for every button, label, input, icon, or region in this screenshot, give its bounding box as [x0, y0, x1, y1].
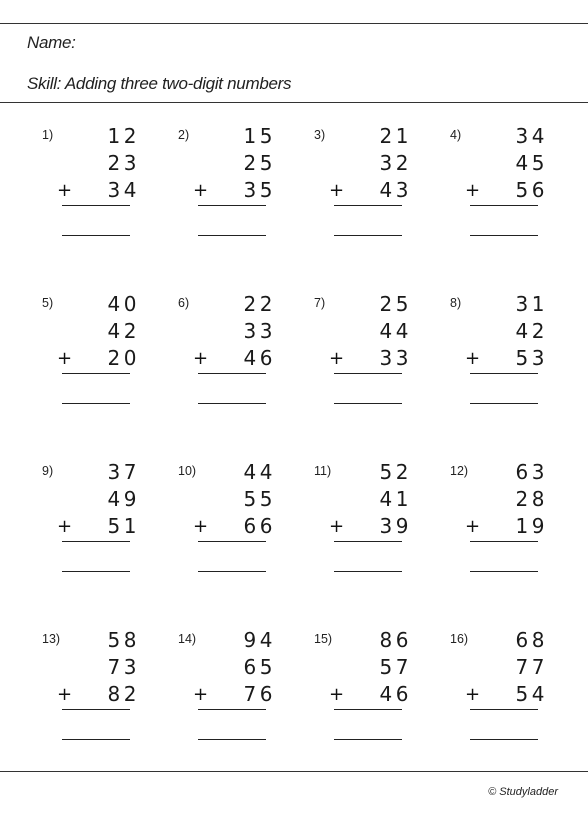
addend-2: 55	[243, 487, 276, 511]
problem-number: 9)	[42, 464, 54, 478]
problem-10	[178, 460, 314, 614]
sum-line	[198, 709, 266, 710]
answer-line[interactable]	[198, 235, 266, 236]
addend-2: 73	[107, 655, 140, 679]
sum-line	[470, 541, 538, 542]
addend-3: 34	[107, 178, 140, 202]
addend-3: 76	[243, 682, 276, 706]
problem-9	[42, 460, 178, 614]
addend-1: 68	[515, 628, 548, 652]
addend-2: 32	[379, 151, 412, 175]
answer-line[interactable]	[198, 403, 266, 404]
answer-line[interactable]	[470, 571, 538, 572]
addend-3: 53	[515, 346, 548, 370]
plus-sign: +	[329, 516, 345, 537]
sum-line	[198, 205, 266, 206]
problem-13	[42, 628, 178, 782]
addend-2: 42	[515, 319, 548, 343]
skill-label: Skill:	[27, 74, 62, 93]
answer-line[interactable]	[198, 739, 266, 740]
sum-line	[198, 541, 266, 542]
plus-sign: +	[193, 684, 209, 705]
answer-line[interactable]	[470, 235, 538, 236]
addend-3: 35	[243, 178, 276, 202]
sum-line	[62, 541, 130, 542]
sum-line	[198, 373, 266, 374]
addend-1: 25	[379, 292, 412, 316]
answer-line[interactable]	[62, 571, 130, 572]
addend-1: 37	[107, 460, 140, 484]
problem-4	[450, 124, 586, 278]
addend-2: 28	[515, 487, 548, 511]
name-label: Name:	[27, 33, 76, 52]
footer-rule	[0, 771, 588, 772]
addend-1: 15	[243, 124, 276, 148]
problem-number: 10)	[178, 464, 197, 478]
addend-2: 57	[379, 655, 412, 679]
sum-line	[470, 373, 538, 374]
sum-line	[334, 373, 402, 374]
sum-line	[334, 709, 402, 710]
addend-2: 33	[243, 319, 276, 343]
addend-3: 51	[107, 514, 140, 538]
answer-line[interactable]	[334, 235, 402, 236]
plus-sign: +	[57, 516, 73, 537]
answer-line[interactable]	[62, 739, 130, 740]
addend-1: 86	[379, 628, 412, 652]
problem-16	[450, 628, 586, 782]
addend-3: 43	[379, 178, 412, 202]
plus-sign: +	[465, 684, 481, 705]
addend-2: 45	[515, 151, 548, 175]
sum-line	[62, 205, 130, 206]
plus-sign: +	[193, 348, 209, 369]
addend-1: 21	[379, 124, 412, 148]
answer-line[interactable]	[198, 571, 266, 572]
problem-number: 7)	[314, 296, 326, 310]
answer-line[interactable]	[62, 403, 130, 404]
addend-3: 20	[107, 346, 140, 370]
sum-line	[470, 205, 538, 206]
addend-3: 19	[515, 514, 548, 538]
problem-number: 14)	[178, 632, 197, 646]
addend-1: 12	[107, 124, 140, 148]
addend-3: 33	[379, 346, 412, 370]
addend-2: 77	[515, 655, 548, 679]
addend-1: 31	[515, 292, 548, 316]
answer-line[interactable]	[62, 235, 130, 236]
problem-15	[314, 628, 450, 782]
addend-3: 56	[515, 178, 548, 202]
problem-number: 11)	[314, 464, 332, 478]
addend-1: 44	[243, 460, 276, 484]
addend-1: 40	[107, 292, 140, 316]
problem-number: 12)	[450, 464, 469, 478]
problem-number: 16)	[450, 632, 469, 646]
plus-sign: +	[329, 180, 345, 201]
plus-sign: +	[465, 348, 481, 369]
sum-line	[470, 709, 538, 710]
addend-3: 54	[515, 682, 548, 706]
problem-number: 15)	[314, 632, 333, 646]
plus-sign: +	[465, 516, 481, 537]
answer-line[interactable]	[334, 739, 402, 740]
footer-credit: © Studyladder	[488, 786, 558, 798]
addend-2: 41	[379, 487, 412, 511]
sum-line	[334, 541, 402, 542]
plus-sign: +	[57, 684, 73, 705]
problem-6	[178, 292, 314, 446]
plus-sign: +	[465, 180, 481, 201]
plus-sign: +	[193, 516, 209, 537]
problem-2	[178, 124, 314, 278]
addend-2: 42	[107, 319, 140, 343]
plus-sign: +	[329, 348, 345, 369]
addend-1: 52	[379, 460, 412, 484]
plus-sign: +	[193, 180, 209, 201]
problem-8	[450, 292, 586, 446]
addend-1: 94	[243, 628, 276, 652]
problem-3	[314, 124, 450, 278]
problem-11	[314, 460, 450, 614]
plus-sign: +	[57, 180, 73, 201]
addend-2: 65	[243, 655, 276, 679]
addend-2: 44	[379, 319, 412, 343]
problem-number: 1)	[42, 128, 54, 142]
addend-3: 39	[379, 514, 412, 538]
addend-1: 58	[107, 628, 140, 652]
problem-number: 4)	[450, 128, 462, 142]
problem-number: 5)	[42, 296, 54, 310]
skill-text: Adding three two-digit numbers	[64, 74, 292, 93]
addend-1: 34	[515, 124, 548, 148]
problem-12	[450, 460, 586, 614]
addend-1: 22	[243, 292, 276, 316]
addend-3: 66	[243, 514, 276, 538]
addend-3: 82	[107, 682, 140, 706]
problem-number: 13)	[42, 632, 61, 646]
problem-1	[42, 124, 178, 278]
answer-line[interactable]	[470, 403, 538, 404]
problem-number: 6)	[178, 296, 190, 310]
problem-5	[42, 292, 178, 446]
addend-3: 46	[379, 682, 412, 706]
addend-2: 49	[107, 487, 140, 511]
sum-line	[62, 709, 130, 710]
addend-2: 23	[107, 151, 140, 175]
answer-line[interactable]	[470, 739, 538, 740]
plus-sign: +	[329, 684, 345, 705]
answer-line[interactable]	[334, 403, 402, 404]
addend-1: 63	[515, 460, 548, 484]
addend-3: 46	[243, 346, 276, 370]
problem-number: 8)	[450, 296, 462, 310]
problem-number: 2)	[178, 128, 190, 142]
sum-line	[334, 205, 402, 206]
problem-14	[178, 628, 314, 782]
sum-line	[62, 373, 130, 374]
problem-number: 3)	[314, 128, 326, 142]
plus-sign: +	[57, 348, 73, 369]
problem-7	[314, 292, 450, 446]
answer-line[interactable]	[334, 571, 402, 572]
addend-2: 25	[243, 151, 276, 175]
